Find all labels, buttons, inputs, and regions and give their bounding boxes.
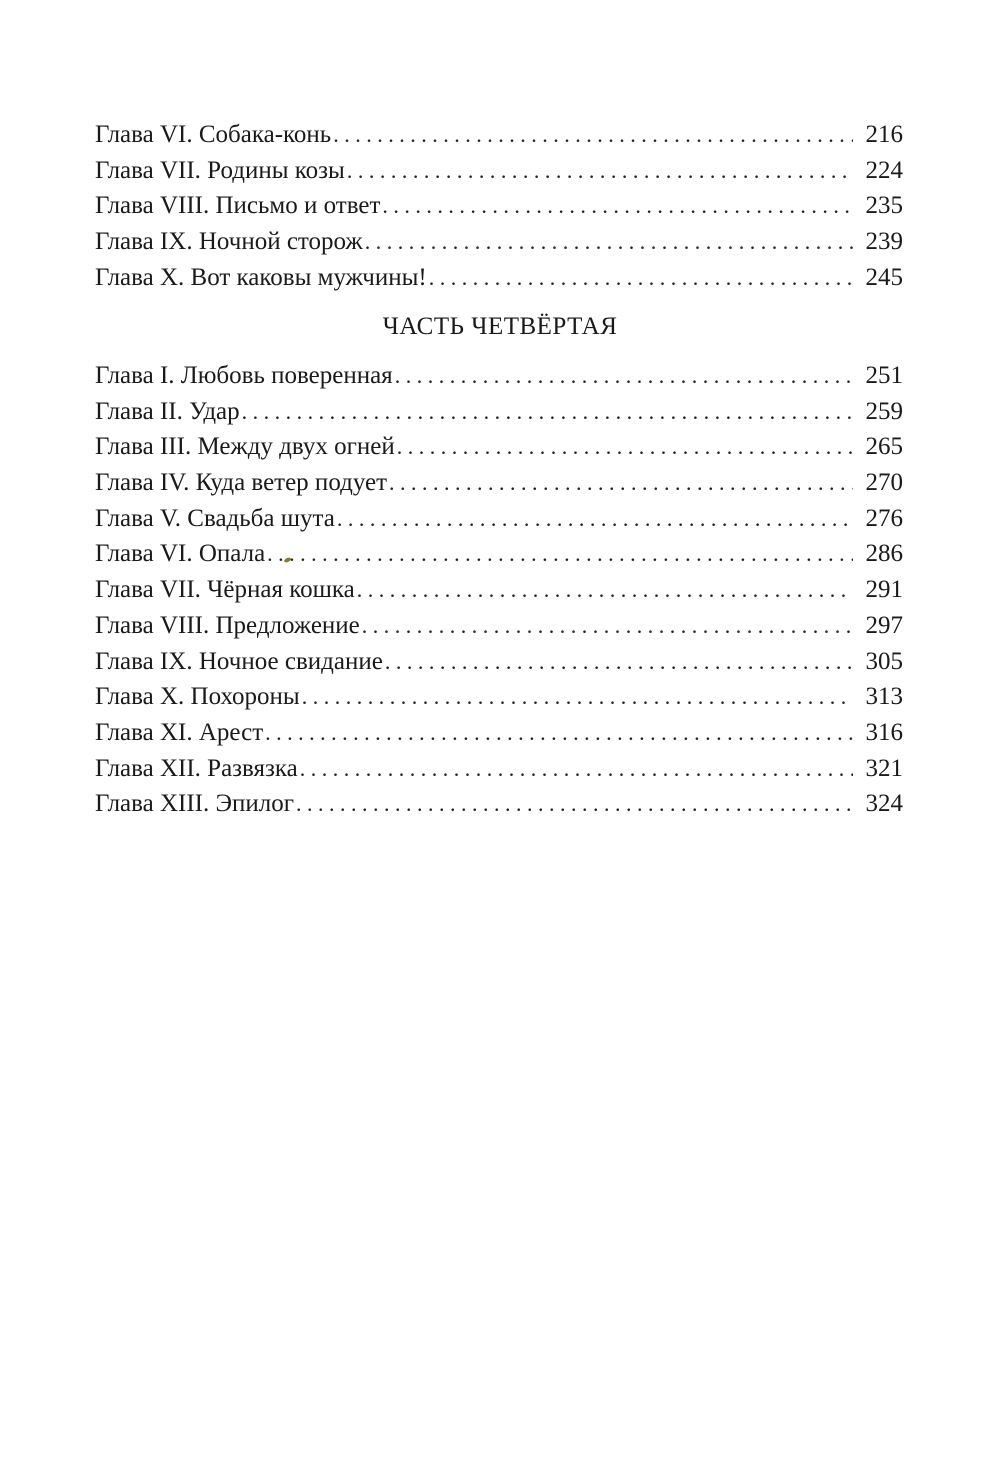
- toc-entry: [95, 394, 903, 430]
- toc-entry-page: 297: [865, 611, 903, 639]
- toc-list-part-three: [95, 117, 903, 295]
- toc-entry: [95, 501, 903, 537]
- toc-entry-title: Глава VIII. Письмо и ответ: [95, 192, 381, 220]
- toc-entry-page: 276: [865, 504, 903, 532]
- toc-entry-title: Глава I. Любовь поверенная: [95, 362, 393, 389]
- toc-entry: [95, 358, 903, 394]
- toc-dot-leader: [395, 358, 853, 394]
- toc-entry-page: 245: [865, 263, 903, 291]
- toc-list-part-four: [95, 358, 903, 822]
- toc-entry-page: 321: [865, 754, 903, 782]
- toc-entry-page: 305: [865, 647, 903, 675]
- toc-entry-title: Глава II. Удар: [95, 397, 240, 425]
- toc-dot-leader: [429, 260, 853, 296]
- toc-entry: [95, 679, 903, 715]
- toc-entry-title: Глава III. Между двух огней: [95, 433, 395, 461]
- toc-entry-title: Глава VIII. Предложение: [95, 611, 360, 639]
- toc-dot-leader: [242, 394, 853, 430]
- toc-entry-title: Глава XIII. Эпилог: [95, 790, 294, 818]
- toc-entry: [95, 715, 903, 751]
- toc-entry-title: Глава IX. Ночной сторож: [95, 228, 363, 256]
- toc-dot-leader: [382, 188, 853, 224]
- toc-entry: [95, 644, 903, 680]
- toc-dot-leader: [302, 679, 853, 715]
- toc-entry-page: 313: [865, 683, 903, 711]
- part-heading: ЧАСТЬ ЧЕТВЁРТАЯ: [382, 313, 618, 340]
- toc-dot-leader: [265, 715, 853, 751]
- toc-entry-page: 286: [865, 540, 903, 568]
- toc-dot-leader: [389, 465, 853, 501]
- toc-dot-leader: [296, 786, 853, 822]
- toc-entry-title: Глава V. Свадьба шута: [95, 504, 335, 532]
- toc-entry: [95, 751, 903, 787]
- toc-dot-leader: [365, 224, 853, 260]
- toc-entry: [95, 465, 903, 501]
- toc-entry-title: Глава XI. Арест: [95, 718, 264, 746]
- toc-dot-leader: [362, 608, 853, 644]
- toc-dot-leader: [347, 153, 853, 189]
- toc-entry-page: 235: [865, 192, 903, 220]
- toc-entry-title: Глава X. Похороны: [95, 683, 300, 711]
- toc-dot-leader: [300, 751, 853, 787]
- toc-dot-leader: [333, 117, 853, 153]
- toc-entry-title: Глава VI. Собака-конь: [95, 121, 332, 148]
- toc-dot-leader: [267, 536, 853, 572]
- toc-entry-title: Глава X. Вот каковы мужчины!: [95, 263, 427, 291]
- toc-entry-page: 259: [865, 397, 903, 425]
- toc-entry-page: 265: [865, 433, 903, 461]
- toc-entry: [95, 786, 903, 822]
- toc-entry: [95, 429, 903, 465]
- toc-entry: [95, 117, 903, 153]
- toc-dot-leader: [337, 501, 853, 537]
- toc-entry-title: Глава IX. Ночное свидание: [95, 647, 383, 675]
- toc-entry: [95, 536, 903, 572]
- toc-entry: [95, 188, 903, 224]
- toc-entry: [95, 224, 903, 260]
- toc-entry: [95, 572, 903, 608]
- toc-entry-title: Глава VII. Чёрная кошка: [95, 576, 355, 604]
- toc-entry-page: 239: [865, 228, 903, 256]
- toc-entry-title: Глава VI. Опала: [95, 540, 266, 568]
- toc-entry: [95, 608, 903, 644]
- toc-entry-title: Глава VII. Родины козы: [95, 156, 345, 184]
- toc-dot-leader: [385, 644, 853, 680]
- toc-entry: [95, 260, 903, 296]
- toc-entry: [95, 153, 903, 189]
- toc-dot-leader: [357, 572, 853, 608]
- toc-entry-page: 251: [865, 362, 903, 389]
- toc-entry-page: 270: [865, 469, 903, 497]
- toc-entry-title: Глава IV. Куда ветер подует: [95, 469, 388, 497]
- toc-entry-page: 324: [865, 790, 903, 818]
- toc-entry-page: 224: [865, 156, 903, 184]
- toc-entry-page: 291: [865, 576, 903, 604]
- toc-entry-title: Глава XII. Развязка: [95, 754, 298, 782]
- toc-entry-page: 316: [865, 718, 903, 746]
- toc-dot-leader: [397, 429, 853, 465]
- toc-entry-page: 216: [865, 121, 903, 148]
